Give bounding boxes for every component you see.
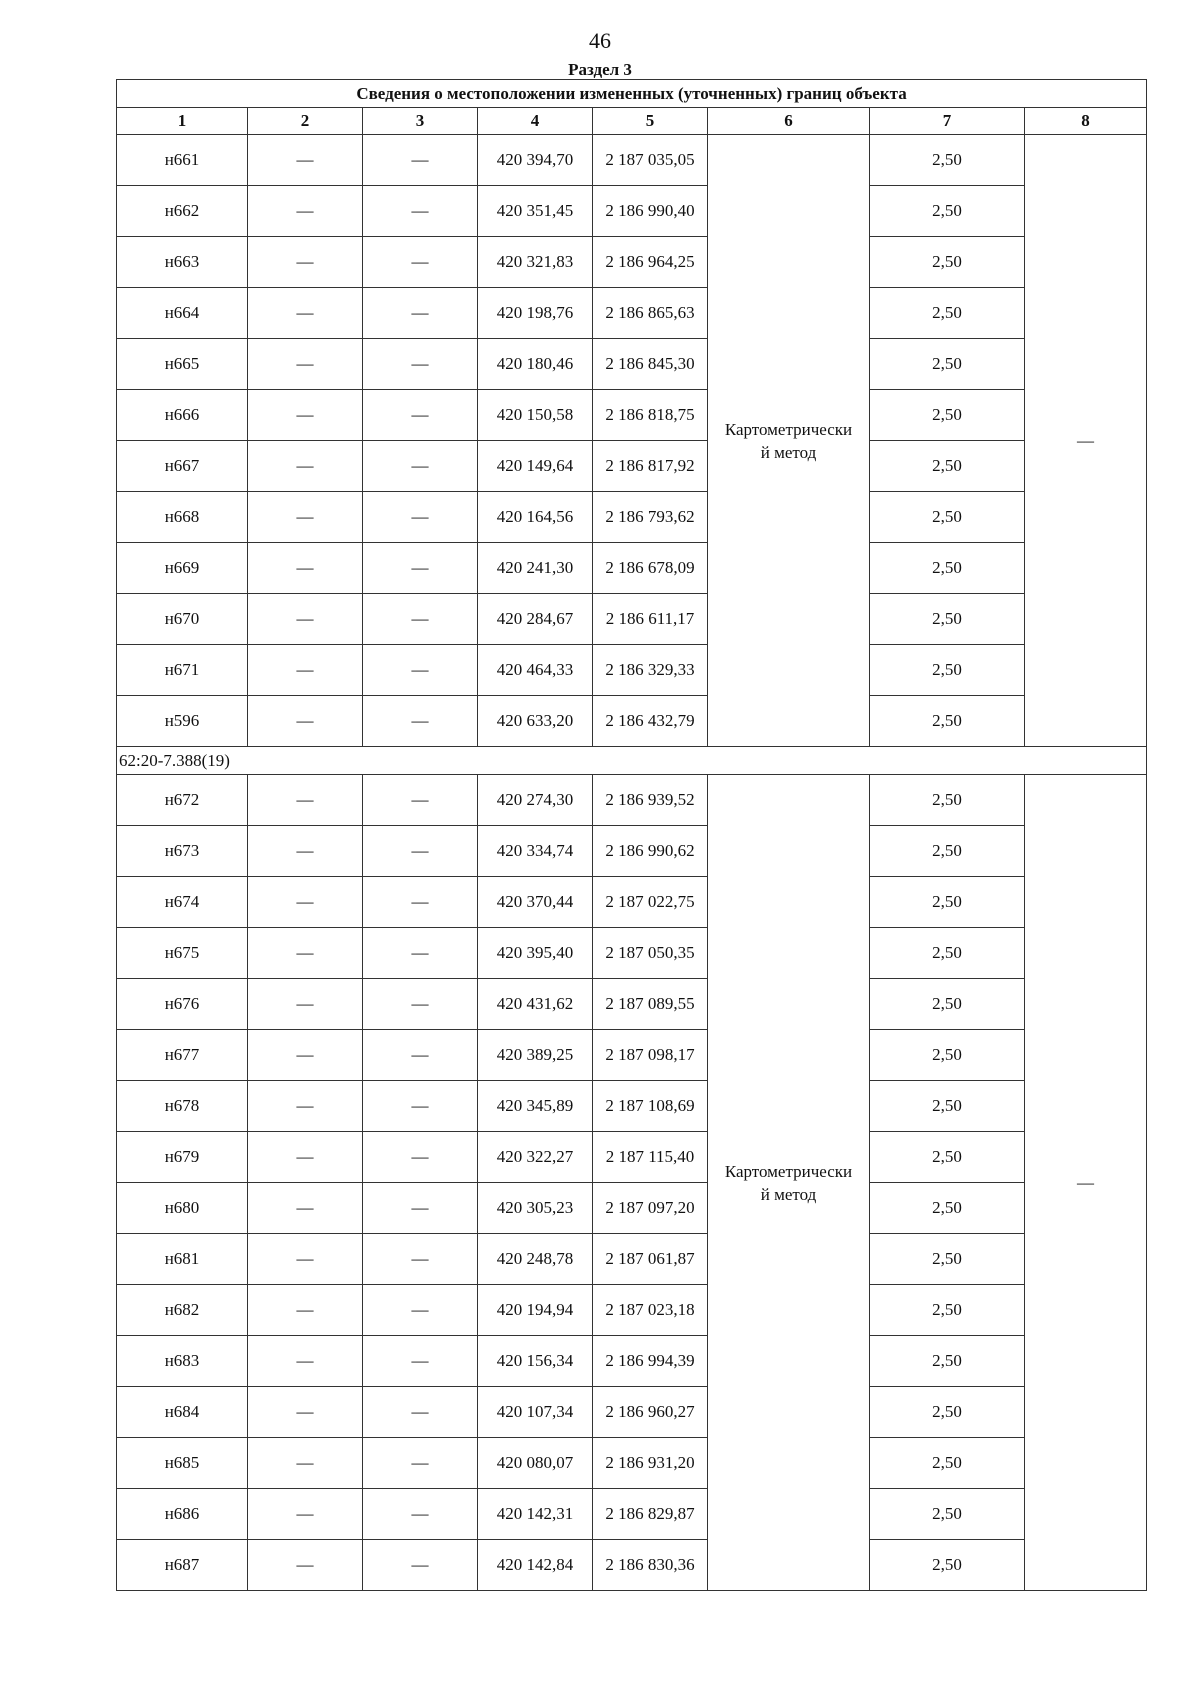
coordinate-x-cell: 420 395,40	[478, 928, 593, 979]
table-row	[117, 877, 1147, 928]
table-row	[117, 441, 1147, 492]
accuracy-cell: 2,50	[870, 237, 1025, 288]
accuracy-cell: 2,50	[870, 186, 1025, 237]
column-2-cell: —	[248, 288, 363, 339]
column-3-cell: —	[363, 390, 478, 441]
point-id-cell: н674	[117, 877, 248, 928]
accuracy-cell: 2,50	[870, 1540, 1025, 1591]
coordinate-y-cell: 2 186 960,27	[593, 1387, 708, 1438]
section-title: Раздел 3	[568, 60, 632, 79]
table-row	[117, 775, 1147, 826]
coordinate-y-cell: 2 186 994,39	[593, 1336, 708, 1387]
table-row	[117, 543, 1147, 594]
column-header: 2	[248, 108, 363, 135]
column-2-cell: —	[248, 543, 363, 594]
accuracy-cell: 2,50	[870, 1285, 1025, 1336]
table-row	[117, 594, 1147, 645]
column-2-cell: —	[248, 826, 363, 877]
column-3-cell: —	[363, 1540, 478, 1591]
cadastral-number-label: 62:20-7.388(19)	[117, 747, 1147, 775]
coordinate-y-cell: 2 187 022,75	[593, 877, 708, 928]
coordinate-x-cell: 420 080,07	[478, 1438, 593, 1489]
table-row	[117, 928, 1147, 979]
column-2-cell: —	[248, 1285, 363, 1336]
column-3-cell: —	[363, 928, 478, 979]
column-2-cell: —	[248, 1540, 363, 1591]
table-row	[117, 1387, 1147, 1438]
coordinate-x-cell: 420 464,33	[478, 645, 593, 696]
coordinate-x-cell: 420 431,62	[478, 979, 593, 1030]
point-id-cell: н683	[117, 1336, 248, 1387]
coordinate-x-cell: 420 248,78	[478, 1234, 593, 1285]
column-3-cell: —	[363, 1030, 478, 1081]
coordinate-y-cell: 2 186 678,09	[593, 543, 708, 594]
coordinate-y-cell: 2 186 611,17	[593, 594, 708, 645]
column-2-cell: —	[248, 696, 363, 747]
column-3-cell: —	[363, 645, 478, 696]
accuracy-cell: 2,50	[870, 877, 1025, 928]
coordinate-x-cell: 420 284,67	[478, 594, 593, 645]
column-3-cell: —	[363, 1285, 478, 1336]
table-row	[117, 186, 1147, 237]
point-id-cell: н663	[117, 237, 248, 288]
table-row	[117, 1183, 1147, 1234]
coordinate-y-cell: 2 186 829,87	[593, 1489, 708, 1540]
table-caption: Сведения о местоположении измененных (уточненных) границ объекта	[117, 80, 1147, 108]
column-2-cell: —	[248, 1438, 363, 1489]
point-id-cell: н672	[117, 775, 248, 826]
coordinate-x-cell: 420 142,84	[478, 1540, 593, 1591]
coordinate-y-cell: 2 187 108,69	[593, 1081, 708, 1132]
point-id-cell: н673	[117, 826, 248, 877]
column-2-cell: —	[248, 645, 363, 696]
coordinate-x-cell: 420 164,56	[478, 492, 593, 543]
coordinate-y-cell: 2 187 061,87	[593, 1234, 708, 1285]
coordinate-y-cell: 2 186 990,40	[593, 186, 708, 237]
column-8-cell: —	[1025, 775, 1147, 1591]
column-3-cell: —	[363, 237, 478, 288]
point-id-cell: н681	[117, 1234, 248, 1285]
coordinate-x-cell: 420 149,64	[478, 441, 593, 492]
table-row	[117, 492, 1147, 543]
method-cell: Картометрически й метод	[708, 775, 870, 1591]
boundary-table	[116, 79, 1147, 1591]
table-row	[117, 826, 1147, 877]
column-3-cell: —	[363, 492, 478, 543]
table-row	[117, 1081, 1147, 1132]
point-id-cell: н666	[117, 390, 248, 441]
column-3-cell: —	[363, 1183, 478, 1234]
table-row	[117, 339, 1147, 390]
table-row	[117, 1336, 1147, 1387]
column-3-cell: —	[363, 979, 478, 1030]
point-id-cell: н678	[117, 1081, 248, 1132]
point-id-cell: н664	[117, 288, 248, 339]
column-2-cell: —	[248, 186, 363, 237]
coordinate-y-cell: 2 186 830,36	[593, 1540, 708, 1591]
column-2-cell: —	[248, 594, 363, 645]
column-3-cell: —	[363, 775, 478, 826]
accuracy-cell: 2,50	[870, 775, 1025, 826]
point-id-cell: н679	[117, 1132, 248, 1183]
group-label-row	[117, 747, 1147, 775]
coordinate-y-cell: 2 187 115,40	[593, 1132, 708, 1183]
table-row	[117, 1030, 1147, 1081]
coordinate-x-cell: 420 305,23	[478, 1183, 593, 1234]
coordinate-x-cell: 420 241,30	[478, 543, 593, 594]
accuracy-cell: 2,50	[870, 1030, 1025, 1081]
column-3-cell: —	[363, 696, 478, 747]
point-id-cell: н684	[117, 1387, 248, 1438]
column-2-cell: —	[248, 1030, 363, 1081]
coordinate-x-cell: 420 633,20	[478, 696, 593, 747]
column-2-cell: —	[248, 1081, 363, 1132]
column-2-cell: —	[248, 237, 363, 288]
coordinate-y-cell: 2 187 098,17	[593, 1030, 708, 1081]
point-id-cell: н677	[117, 1030, 248, 1081]
column-3-cell: —	[363, 186, 478, 237]
column-header: 6	[708, 108, 870, 135]
accuracy-cell: 2,50	[870, 441, 1025, 492]
accuracy-cell: 2,50	[870, 594, 1025, 645]
column-2-cell: —	[248, 1387, 363, 1438]
point-id-cell: н686	[117, 1489, 248, 1540]
coordinate-y-cell: 2 187 023,18	[593, 1285, 708, 1336]
column-2-cell: —	[248, 135, 363, 186]
column-2-cell: —	[248, 339, 363, 390]
column-3-cell: —	[363, 1489, 478, 1540]
column-2-cell: —	[248, 1489, 363, 1540]
coordinate-y-cell: 2 186 931,20	[593, 1438, 708, 1489]
table-row	[117, 1489, 1147, 1540]
column-3-cell: —	[363, 1387, 478, 1438]
column-2-cell: —	[248, 441, 363, 492]
coordinate-x-cell: 420 194,94	[478, 1285, 593, 1336]
coordinate-y-cell: 2 187 035,05	[593, 135, 708, 186]
accuracy-cell: 2,50	[870, 1081, 1025, 1132]
column-header: 5	[593, 108, 708, 135]
coordinate-y-cell: 2 186 845,30	[593, 339, 708, 390]
table-caption-row	[117, 80, 1147, 108]
point-id-cell: н671	[117, 645, 248, 696]
table-row	[117, 1438, 1147, 1489]
table-row	[117, 1132, 1147, 1183]
column-3-cell: —	[363, 288, 478, 339]
coordinate-x-cell: 420 150,58	[478, 390, 593, 441]
column-2-cell: —	[248, 1183, 363, 1234]
coordinate-x-cell: 420 345,89	[478, 1081, 593, 1132]
point-id-cell: н675	[117, 928, 248, 979]
column-2-cell: —	[248, 492, 363, 543]
column-2-cell: —	[248, 1336, 363, 1387]
table-row	[117, 1540, 1147, 1591]
column-2-cell: —	[248, 877, 363, 928]
table-row	[117, 696, 1147, 747]
accuracy-cell: 2,50	[870, 1234, 1025, 1285]
coordinate-x-cell: 420 156,34	[478, 1336, 593, 1387]
coordinate-y-cell: 2 186 939,52	[593, 775, 708, 826]
column-header: 1	[117, 108, 248, 135]
coordinate-y-cell: 2 186 432,79	[593, 696, 708, 747]
accuracy-cell: 2,50	[870, 543, 1025, 594]
point-id-cell: н667	[117, 441, 248, 492]
point-id-cell: н669	[117, 543, 248, 594]
point-id-cell: н668	[117, 492, 248, 543]
coordinate-x-cell: 420 322,27	[478, 1132, 593, 1183]
accuracy-cell: 2,50	[870, 288, 1025, 339]
coordinate-x-cell: 420 142,31	[478, 1489, 593, 1540]
coordinate-y-cell: 2 186 329,33	[593, 645, 708, 696]
point-id-cell: н685	[117, 1438, 248, 1489]
point-id-cell: н596	[117, 696, 248, 747]
column-3-cell: —	[363, 339, 478, 390]
table-row	[117, 237, 1147, 288]
column-3-cell: —	[363, 1081, 478, 1132]
coordinate-y-cell: 2 186 817,92	[593, 441, 708, 492]
column-3-cell: —	[363, 441, 478, 492]
coordinate-y-cell: 2 186 865,63	[593, 288, 708, 339]
column-2-cell: —	[248, 390, 363, 441]
coordinate-x-cell: 420 351,45	[478, 186, 593, 237]
coordinate-y-cell: 2 187 050,35	[593, 928, 708, 979]
accuracy-cell: 2,50	[870, 1132, 1025, 1183]
column-3-cell: —	[363, 135, 478, 186]
table-row	[117, 1285, 1147, 1336]
coordinate-x-cell: 420 370,44	[478, 877, 593, 928]
point-id-cell: н680	[117, 1183, 248, 1234]
column-header: 7	[870, 108, 1025, 135]
column-header-row	[117, 108, 1147, 135]
coordinate-y-cell: 2 186 818,75	[593, 390, 708, 441]
point-id-cell: н662	[117, 186, 248, 237]
accuracy-cell: 2,50	[870, 1438, 1025, 1489]
accuracy-cell: 2,50	[870, 339, 1025, 390]
coordinate-x-cell: 420 274,30	[478, 775, 593, 826]
column-2-cell: —	[248, 979, 363, 1030]
accuracy-cell: 2,50	[870, 645, 1025, 696]
coordinate-y-cell: 2 186 793,62	[593, 492, 708, 543]
coordinate-x-cell: 420 389,25	[478, 1030, 593, 1081]
point-id-cell: н670	[117, 594, 248, 645]
column-header: 8	[1025, 108, 1147, 135]
column-3-cell: —	[363, 1132, 478, 1183]
column-header: 4	[478, 108, 593, 135]
page-number: 46	[589, 28, 611, 53]
accuracy-cell: 2,50	[870, 1489, 1025, 1540]
column-header: 3	[363, 108, 478, 135]
table-row	[117, 645, 1147, 696]
table-row	[117, 979, 1147, 1030]
point-id-cell: н682	[117, 1285, 248, 1336]
coordinate-x-cell: 420 107,34	[478, 1387, 593, 1438]
point-id-cell: н665	[117, 339, 248, 390]
coordinate-y-cell: 2 186 990,62	[593, 826, 708, 877]
column-2-cell: —	[248, 928, 363, 979]
column-2-cell: —	[248, 1234, 363, 1285]
coordinate-x-cell: 420 321,83	[478, 237, 593, 288]
accuracy-cell: 2,50	[870, 1336, 1025, 1387]
accuracy-cell: 2,50	[870, 979, 1025, 1030]
coordinate-x-cell: 420 180,46	[478, 339, 593, 390]
column-3-cell: —	[363, 877, 478, 928]
column-3-cell: —	[363, 1336, 478, 1387]
table-row	[117, 288, 1147, 339]
column-2-cell: —	[248, 775, 363, 826]
accuracy-cell: 2,50	[870, 135, 1025, 186]
point-id-cell: н676	[117, 979, 248, 1030]
accuracy-cell: 2,50	[870, 826, 1025, 877]
coordinate-x-cell: 420 334,74	[478, 826, 593, 877]
coordinate-y-cell: 2 187 089,55	[593, 979, 708, 1030]
coordinate-x-cell: 420 198,76	[478, 288, 593, 339]
accuracy-cell: 2,50	[870, 1387, 1025, 1438]
coordinate-y-cell: 2 187 097,20	[593, 1183, 708, 1234]
column-3-cell: —	[363, 543, 478, 594]
accuracy-cell: 2,50	[870, 1183, 1025, 1234]
accuracy-cell: 2,50	[870, 390, 1025, 441]
coordinate-x-cell: 420 394,70	[478, 135, 593, 186]
column-3-cell: —	[363, 826, 478, 877]
column-3-cell: —	[363, 594, 478, 645]
method-cell: Картометрически й метод	[708, 135, 870, 747]
point-id-cell: н687	[117, 1540, 248, 1591]
table-row	[117, 1234, 1147, 1285]
column-2-cell: —	[248, 1132, 363, 1183]
table-row	[117, 390, 1147, 441]
coordinate-y-cell: 2 186 964,25	[593, 237, 708, 288]
accuracy-cell: 2,50	[870, 696, 1025, 747]
column-8-cell: —	[1025, 135, 1147, 747]
point-id-cell: н661	[117, 135, 248, 186]
accuracy-cell: 2,50	[870, 492, 1025, 543]
column-3-cell: —	[363, 1438, 478, 1489]
table-row	[117, 135, 1147, 186]
column-3-cell: —	[363, 1234, 478, 1285]
accuracy-cell: 2,50	[870, 928, 1025, 979]
